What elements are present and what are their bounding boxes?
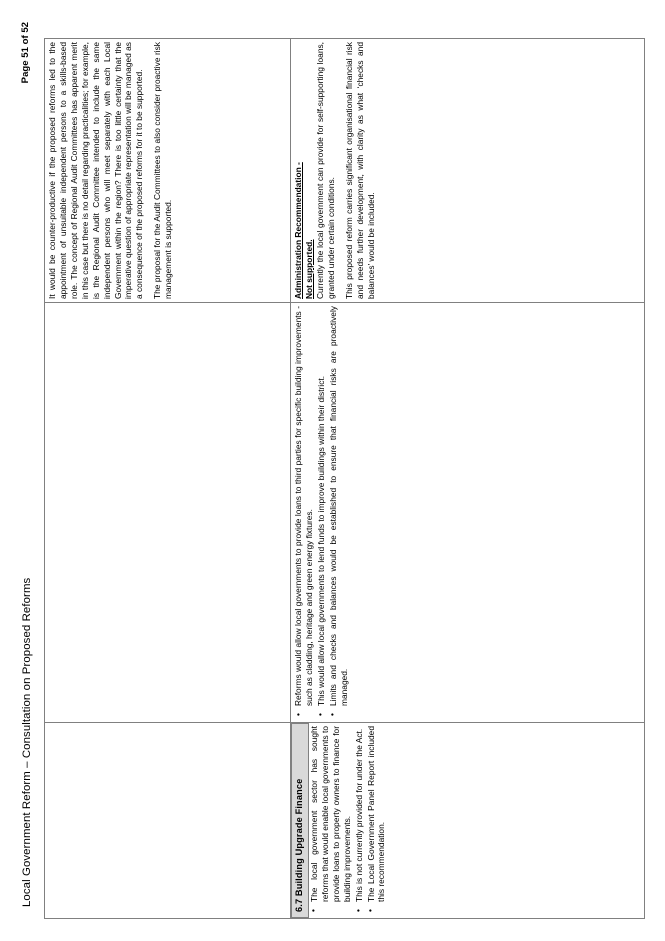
background-bullet-list — [309, 726, 387, 915]
submission-comment-paragraph-2: The proposal for the Audit Committees to also consider proactive risk management is supported. — [152, 42, 174, 299]
administration-recommendation-block — [293, 42, 315, 299]
upper-row-right-cell — [45, 39, 291, 303]
section-heading-label: 6.7 Building Upgrade Finance — [294, 778, 304, 912]
section-heading-band — [291, 723, 309, 918]
list-item: • The local government sector has sought reforms that would enable local governments to provide loans to property owners to finance for building improvements. — [309, 726, 353, 902]
submission-comment-paragraph-1: It would be counter-productive if the proposed reforms led to the appointment of unsuitable independent persons to a skills-based role. The concept of Regional Audit Committees has apparent merit in this case but there is no detail regarding practicalities; for example, is the Regional Audit Committee intended to include the same independent persons who will meet separately with each Local Government within the region? There is too little certainty that the imperative question of appropriate representation will be managed as a consequence of the proposed reforms for it to be supported. — [47, 42, 145, 299]
upper-row-middle-cell — [45, 303, 291, 723]
lower-row-left-cell — [291, 723, 645, 919]
lower-row-right-cell — [291, 39, 645, 303]
consultation-table — [44, 38, 645, 919]
page-header-title: Local Government Reform – Consultation on Proposed Reforms — [21, 577, 33, 907]
administration-recommendation-label: Administration Recommendation - — [293, 162, 303, 299]
table-row-lower — [291, 39, 645, 919]
list-item: • This would allow local governments to lend funds to improve buildings within their district. — [316, 306, 327, 706]
lower-row-middle-cell — [291, 303, 645, 723]
administration-recommendation-status: Not supported. — [303, 239, 314, 299]
proposed-reform-bullet-list — [293, 306, 350, 719]
list-item: • The Local Government Panel Report included this recommendation. — [366, 726, 388, 902]
list-item: • Reforms would allow local governments to provide loans to third parties for specific building improvements - such as cladding, heritage and green energy fixtures. — [293, 306, 315, 706]
table-row-upper — [45, 39, 291, 919]
administration-recommendation-paragraph-2: This proposed reform carries significant organisational financial risk and needs further development, with clarity as what ‘checks and balances’ would be included. — [343, 42, 376, 299]
upper-row-left-cell — [45, 723, 291, 919]
administration-recommendation-paragraph-1: Currently the local government can provide for self-supporting loans, granted under certain conditions. — [314, 42, 336, 299]
list-item: • Limits and checks and balances would be established to ensure that financial risks are proactively managed. — [328, 306, 350, 706]
page-number: Page 51 of 52 — [20, 22, 31, 84]
list-item: • This is not currently provided for under the Act. — [354, 726, 365, 902]
